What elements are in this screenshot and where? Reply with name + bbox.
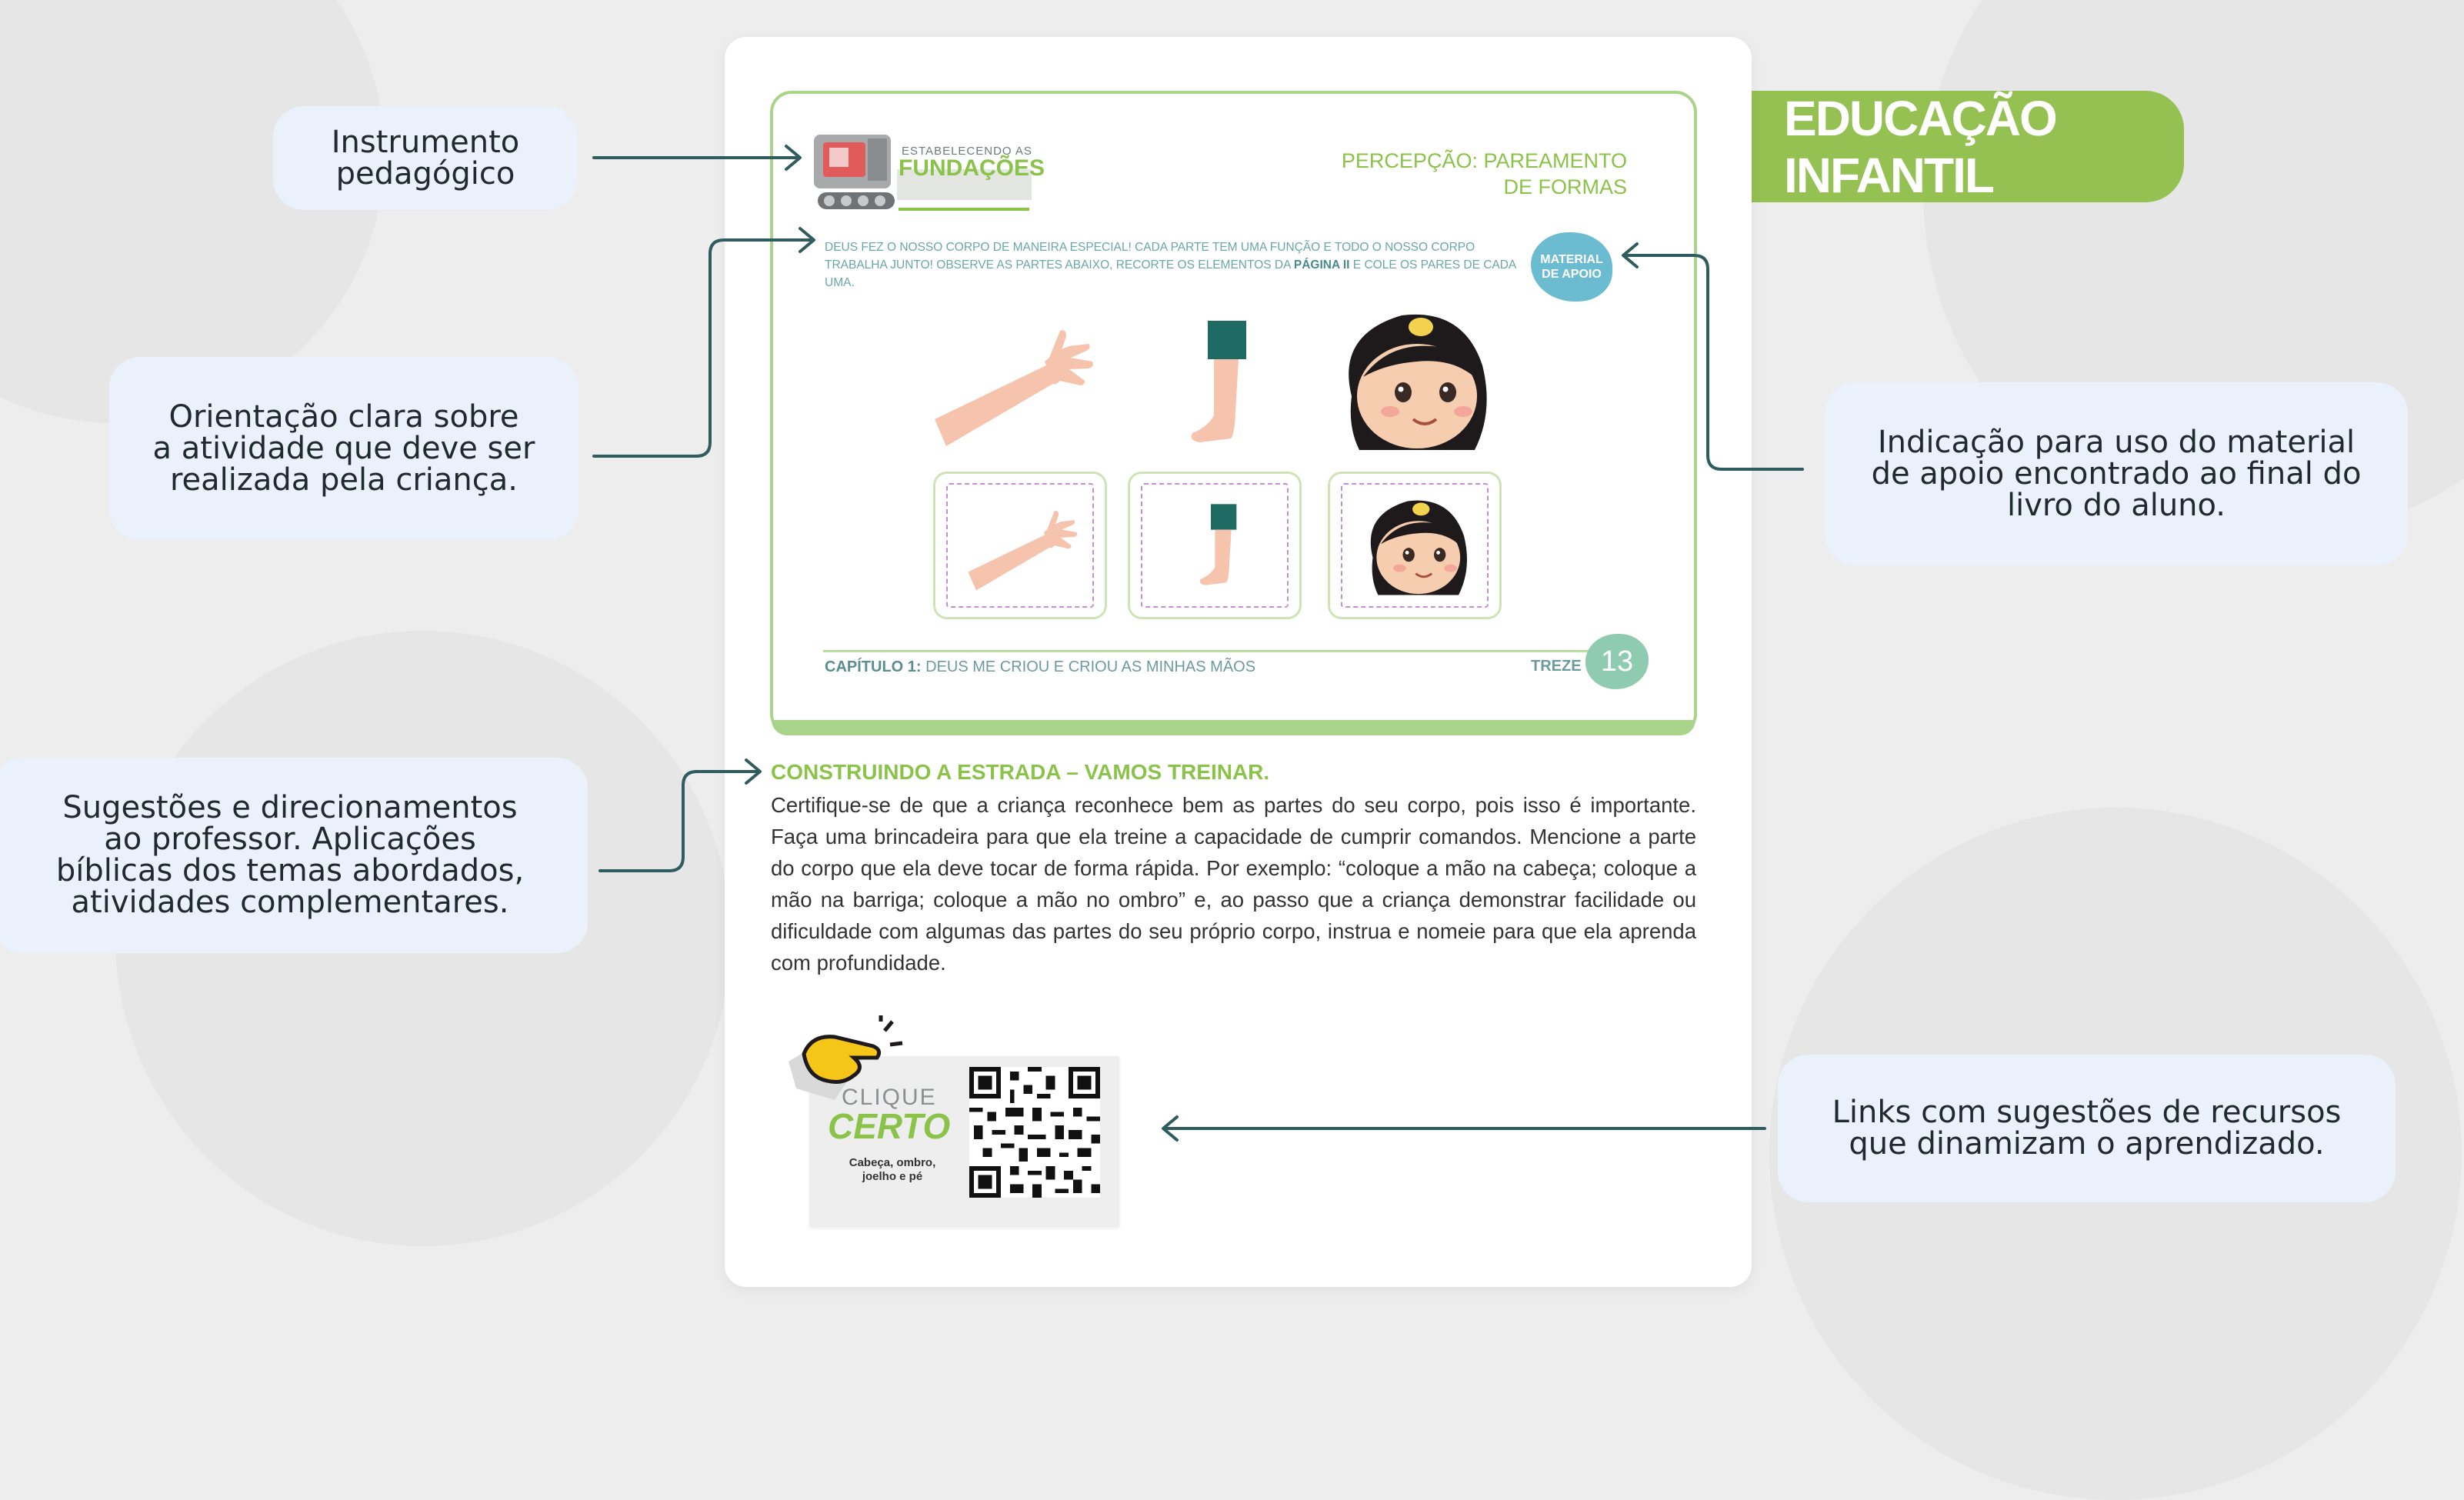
page-number-badge: 13 [1585,634,1649,689]
cutout-slot-face [1328,472,1502,619]
cutout-slot-leg [1128,472,1302,619]
certo-label: CERTO [828,1106,951,1146]
leg-illustration [1195,503,1242,588]
callout-orientacao-atividade: Orientação clara sobre a atividade que deve ser realizada pela criança. [109,357,578,540]
callout-sugestoes-professor: Sugestões e direcionamentos ao professor. Aplicações bíblicas dos temas abordados, atividades complementares. [0,758,588,953]
teacher-section-body: Certifique-se de que a criança reconhece bem as partes do seu corpo, pois isso é importante. Faça uma brincadeira para que ela treine a capacidade de cumprir comandos. Mencione a parte do corpo que ela deve tocar de forma rápida. Por exemplo: “coloque a mão na cabeça; coloque a mão na barriga; coloque a mão no ombro” e, ao passo que a criança demonstrar facilidade ou dificuldade com algumas das partes do seu próprio corpo, instrua e nomeie para que ela aprenda com profundidade. [771,793,1696,975]
logo-subtitle: ESTABELECENDO AS [902,145,1032,158]
page-title: PERCEPÇÃO: PAREAMENTO DE FORMAS [1341,149,1627,198]
material-apoio-badge: MATERIAL DE APOIO [1531,232,1612,302]
teacher-section-title: CONSTRUINDO A ESTRADA – VAMOS TREINAR. [771,760,1270,784]
callout-instrumento-pedagogico: Instrumento pedagógico [273,106,578,210]
girl-face-illustration [1359,493,1475,598]
arm-illustration [931,327,1096,450]
arm-illustration [965,508,1080,593]
page-footer-line [823,650,1592,652]
student-page-bottom-bar [772,720,1695,735]
clique-caption: Cabeça, ombro, joelho e pé [849,1156,936,1183]
activity-instruction: DEUS FEZ O NOSSO CORPO DE MANEIRA ESPECIAL! CADA PARTE TEM UMA FUNÇÃO E TODO O NOSSO CORPO TRABALHA JUNTO! OBSERVE AS PARTES ABAIXO, RECORTE OS ELEMENTOS DA PÁGINA II E COLE OS PARES DE CADA UMA. [825,241,1516,289]
leg-illustration [1185,319,1254,446]
chapter-footer: CAPÍTULO 1: DEUS ME CRIOU E CRIOU AS MINHAS MÃOS [825,658,1256,675]
logo-title: FUNDAÇÕES [899,155,1045,181]
clique-label: CLIQUE [842,1085,937,1110]
educacao-infantil-badge: EDUCAÇÃO INFANTIL [1752,91,2184,202]
callout-links-recursos: Links com sugestões de recursos que dinamizam o aprendizado. [1778,1055,2396,1202]
qr-code[interactable] [969,1067,1100,1198]
callout-indicacao-material-apoio: Indicação para uso do material de apoio encontrado ao final do livro do aluno. [1825,382,2408,565]
cutout-slot-arm [933,472,1107,619]
girl-face-illustration [1332,304,1498,454]
page-number-word: TREZE [1531,658,1582,675]
